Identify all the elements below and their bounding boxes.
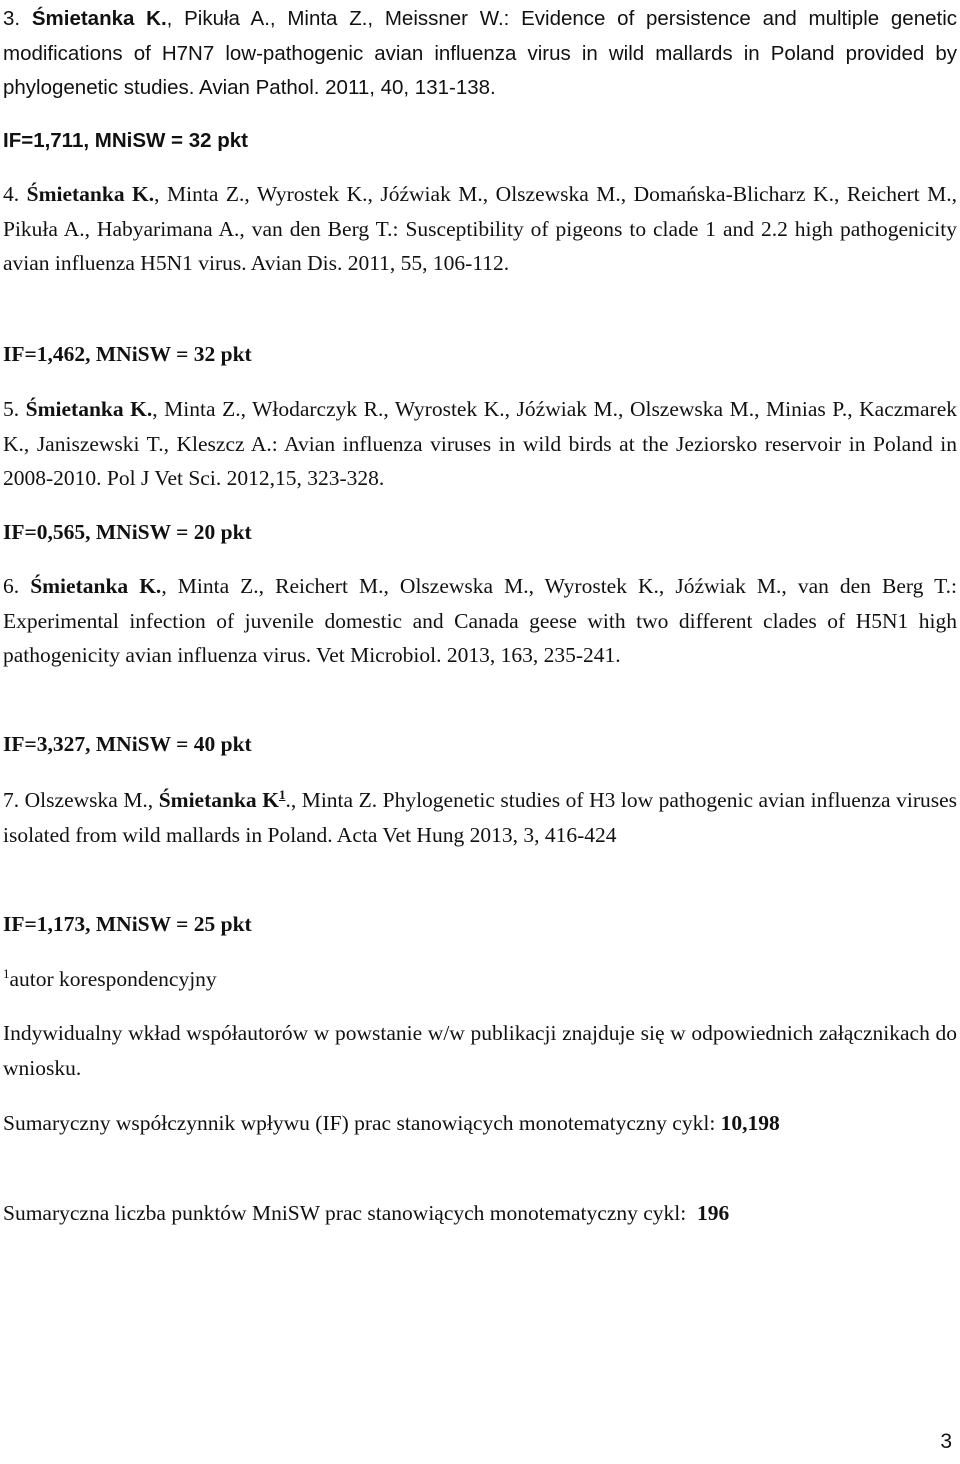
reference-text: , Pikuła A., Minta Z., Meissner W.: Evidence of persistence and multiple genetic modifications of H7N7 low-pathogenic avian influenza virus in wild mallards in Poland provided by phylogenetic studies. Avian Pathol. 2011, 40, 131-138.	[3, 7, 957, 99]
summary-if-value: 10,198	[720, 1111, 780, 1135]
summary-points	[3, 1196, 957, 1231]
summary-points-label: Sumaryczna liczba punktów MniSW prac stanowiących monotematyczny cykl:	[3, 1201, 687, 1225]
reference-text: ., Minta Z. Phylogenetic studies of H3 low pathogenic avian influenza viruses isolated from wild mallards in Poland. Acta Vet Hung 2013, 3, 416-424	[3, 788, 958, 847]
page-number: 3	[940, 1430, 952, 1453]
summary-impact-factor	[3, 1106, 957, 1141]
footnote	[3, 962, 957, 997]
summary-points-value: 196	[696, 1201, 730, 1225]
reference-entry-4	[3, 177, 957, 281]
contribution-note: Indywidualny wkład współautorów w powstanie w/w publikacji znajduje się w odpowiednich załącznikach do wniosku.	[3, 1021, 957, 1080]
correspondence-marker: 1	[278, 786, 286, 802]
reference-text: , Minta Z., Wyrostek K., Jóźwiak M., Olszewska M., Domańska-Blicharz K., Reichert M., Pikuła A., Habyarimana A., van den Berg T.: Susceptibility of pigeons to clade 1 and 2.2 high pathogenicity avian influenza H5N1 virus. Avian Dis. 2011, 55, 106-112.	[3, 182, 957, 275]
author-highlight: Śmietanka K.	[30, 574, 162, 598]
summary-if-label: Sumaryczny współczynnik wpływu (IF) prac stanowiących monotematyczny cykl:	[3, 1111, 716, 1135]
entry-number: 6.	[3, 574, 20, 598]
reference-entry-5	[3, 392, 957, 496]
author-highlight: Śmietanka $K^1$	[158, 786, 286, 812]
entry-number: 7.	[3, 788, 20, 812]
footnote-marker: 1	[3, 965, 10, 981]
impact-factor-line: IF=1,711, MNiSW = 32 pkt	[3, 129, 248, 152]
impact-factor-line: IF=3,327, MNiSW = 40 pkt	[3, 732, 252, 756]
author-highlight: Śmietanka K.	[31, 7, 167, 30]
reference-entry-7	[3, 783, 957, 852]
co-author-text: Olszewska M.,	[24, 788, 159, 812]
impact-factor-line: IF=0,565, MNiSW = 20 pkt	[3, 520, 252, 544]
entry-number: 4.	[3, 182, 20, 206]
author-highlight: Śmietanka K.	[26, 182, 155, 206]
reference-text: , Minta Z., Włodarczyk R., Wyrostek K., Jóźwiak M., Olszewska M., Minias P., Kaczmarek K., Janiszewski T., Kleszcz A.: Avian influenza viruses in wild birds at the Jeziorsko reservoir in Poland in 2008-2010. Pol J Vet Sci. 2012,15, 323-328.	[3, 397, 957, 490]
author-highlight: Śmietanka K.	[25, 397, 153, 421]
footnote-text: autor korespondencyjny	[9, 967, 217, 991]
entry-number: 3.	[3, 7, 21, 30]
impact-factor-line: IF=1,173, MNiSW = 25 pkt	[3, 912, 252, 936]
impact-factor-line: IF=1,462, MNiSW = 32 pkt	[3, 342, 252, 366]
reference-text: , Minta Z., Reichert M., Olszewska M., Wyrostek K., Jóźwiak M., van den Berg T.: Experimental infection of juvenile domestic and Canada geese with two different clades of H5N1 high pathogenicity avian influenza virus. Vet Microbiol. 2013, 163, 235-241.	[3, 574, 957, 667]
reference-entry-6	[3, 569, 957, 673]
reference-entry-3	[3, 2, 957, 106]
entry-number: 5.	[3, 397, 20, 421]
